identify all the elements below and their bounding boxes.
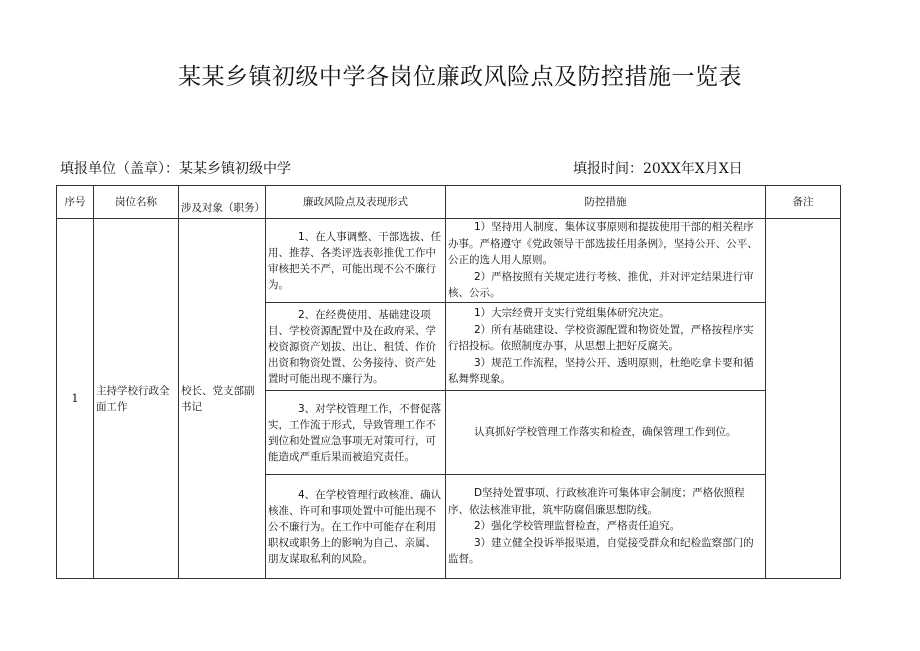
header-measures: 防控措施 [446, 186, 766, 219]
reporting-time: 填报时间：20XX年X月X日 [573, 161, 743, 177]
page-title: 某某乡镇初级中学各岗位廉政风险点及防控措施一览表 [178, 64, 742, 90]
risk-item-4: 4、在学校管理行政核准、确认核准、许可和事项处置中可能出现不公不廉行为。在工作中可能存在利用职权或职务上的影响为自己、亲属、朋友谋取私利的风险。 [266, 475, 446, 579]
risk-table [56, 185, 841, 579]
header-involved: 涉及对象（职务） [179, 186, 266, 219]
remark-cell [766, 219, 841, 579]
table-header-row [57, 186, 841, 219]
risk-item-3: 3、对学校管理工作，不督促落实，工作流于形式，导致管理工作不到位和处置应急事项无对策可行，可能造成严重后果而被追究责任。 [266, 391, 446, 475]
measures-3: 认真抓好学校管理工作落实和检查，确保管理工作到位。 [446, 391, 766, 475]
row-number: 1 [57, 219, 94, 579]
measures-1: 1）坚持用人制度、集体议事原则和提拔使用干部的相关程序办事。严格遵守《党政领导干部选拔任用条例》，坚持公开、公平、公正的选人用人原则。 2）严格按照有关规定进行考核、推优，并对评定结果进行审核、公示。 [446, 219, 766, 303]
header-risk: 廉政风险点及表现形式 [266, 186, 446, 219]
risk-item-2: 2、在经费使用、基础建设项目、学校资源配置中及在政府采、学校资源资产划拔、出让、租赁、作价出资和物资处置、公务接待、资产处置时可能出现不廉行为。 [266, 303, 446, 391]
reporting-unit: 填报单位（盖章）：某某乡镇初级中学 [60, 161, 291, 177]
measures-4: D坚持处置事项、行政核准许可集体审会制度；严格依照程序、依法核准审批，筑牢防腐倡廉思想防线。 2）强化学校管理监督检查，严格责任追究。 3）建立健全投诉举报渠道，自觉接受群众和纪检监察部门的监督。 [446, 475, 766, 579]
measures-2: 1）大宗经费开支实行党组集体研究决定。 2）所有基础建设、学校资源配置和物资处置，严格按程序实行招投标。依照制度办事，从思想上把好反腐关。 3）规范工作流程，坚持公开、透明原则，杜绝吃拿卡要和循私舞弊现象。 [446, 303, 766, 391]
involved-object: 校长、党支部副书记 [179, 219, 266, 579]
header-no: 序号 [57, 186, 94, 219]
risk-item-1: 1、在人事调整、干部选拔、任用、推荐、各类评选表彰推优工作中审核把关不严，可能出现不公不廉行为。 [266, 219, 446, 303]
post-name: 主持学校行政全面工作 [94, 219, 179, 579]
table-row [57, 219, 841, 303]
header-remark: 备注 [766, 186, 841, 219]
header-post: 岗位名称 [94, 186, 179, 219]
